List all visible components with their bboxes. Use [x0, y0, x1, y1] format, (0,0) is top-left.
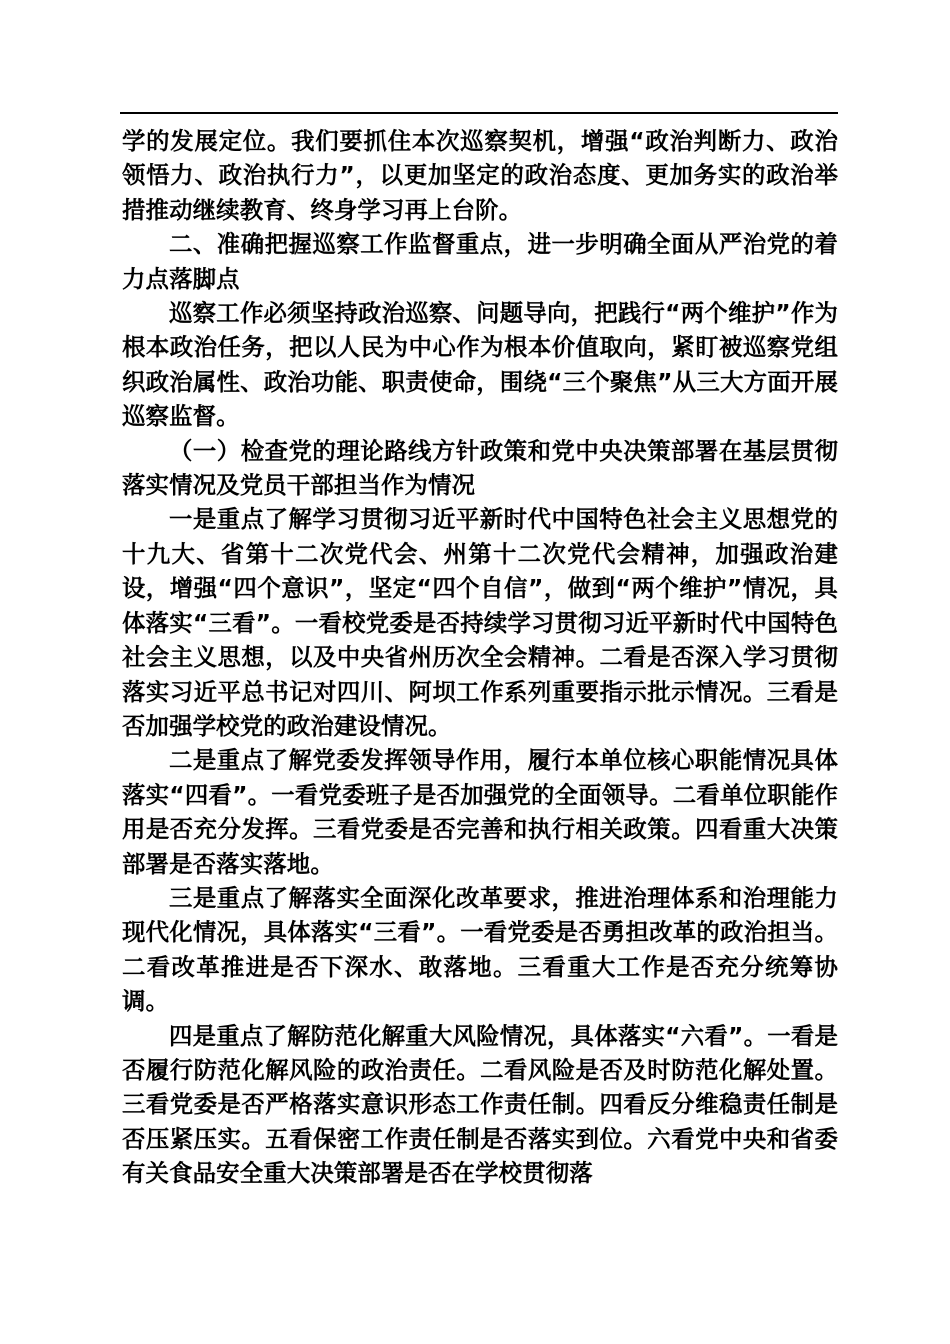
- paragraph-point-1: 一是重点了解学习贯彻习近平新时代中国特色社会主义思想党的十九大、省第十二次党代会、州第十二次党代会精神，加强政治建设，增强“四个意识”，坚定“四个自信”，做到“两个维护”情况，具体落实“三看”。一看校党委是否持续学习贯彻习近平新时代中国特色社会主义思想，以及中央省州历次全会精神。二看是否深入学习贯彻落实习近平总书记对四川、阿坝工作系列重要指示批示情况。三看是否加强学校党的政治建设情况。: [122, 505, 838, 740]
- paragraph-point-4: 四是重点了解防范化解重大风险情况，具体落实“六看”。一看是否履行防范化解风险的政治责任。二看风险是否及时防范化解处置。三看党委是否严格落实意识形态工作责任制。四看反分维稳责任制是否压紧压实。五看保密工作责任制是否落实到位。六看党中央和省委有关食品安全重大决策部署是否在学校贯彻落: [122, 1021, 838, 1188]
- paragraph-point-2: 二是重点了解党委发挥领导作用，履行本单位核心职能情况具体落实“四看”。一看党委班子是否加强党的全面领导。二看单位职能作用是否充分发挥。三看党委是否完善和执行相关政策。四看重大决策部署是否落实落地。: [122, 746, 838, 878]
- section-heading-2: 二、准确把握巡察工作监督重点，进一步明确全面从严治党的着力点落脚点: [122, 230, 838, 293]
- header-rule: [120, 112, 838, 114]
- paragraph-point-3: 三是重点了解落实全面深化改革要求，推进治理体系和治理能力现代化情况，具体落实“三看”。一看党委是否勇担改革的政治担当。二看改革推进是否下深水、敢落地。三看重大工作是否充分统筹协调。: [122, 883, 838, 1016]
- paragraph-continuation: 学的发展定位。我们要抓住本次巡察契机，增强“政治判断力、政治领悟力、政治执行力”，以更加坚定的政治态度、更加务实的政治举措推动继续教育、终身学习再上台阶。: [122, 127, 838, 224]
- paragraph-inspection-principles: 巡察工作必须坚持政治巡察、问题导向，把践行“两个维护”作为根本政治任务，把以人民为中心作为根本价值取向，紧盯被巡察党组织政治属性、政治功能、职责使命，围绕“三个聚焦”从三大方面开展巡察监督。: [122, 299, 838, 431]
- subsection-heading-1: （一）检查党的理论路线方针政策和党中央决策部署在基层贯彻落实情况及党员干部担当作为情况: [122, 436, 838, 500]
- document-body: [122, 124, 838, 1191]
